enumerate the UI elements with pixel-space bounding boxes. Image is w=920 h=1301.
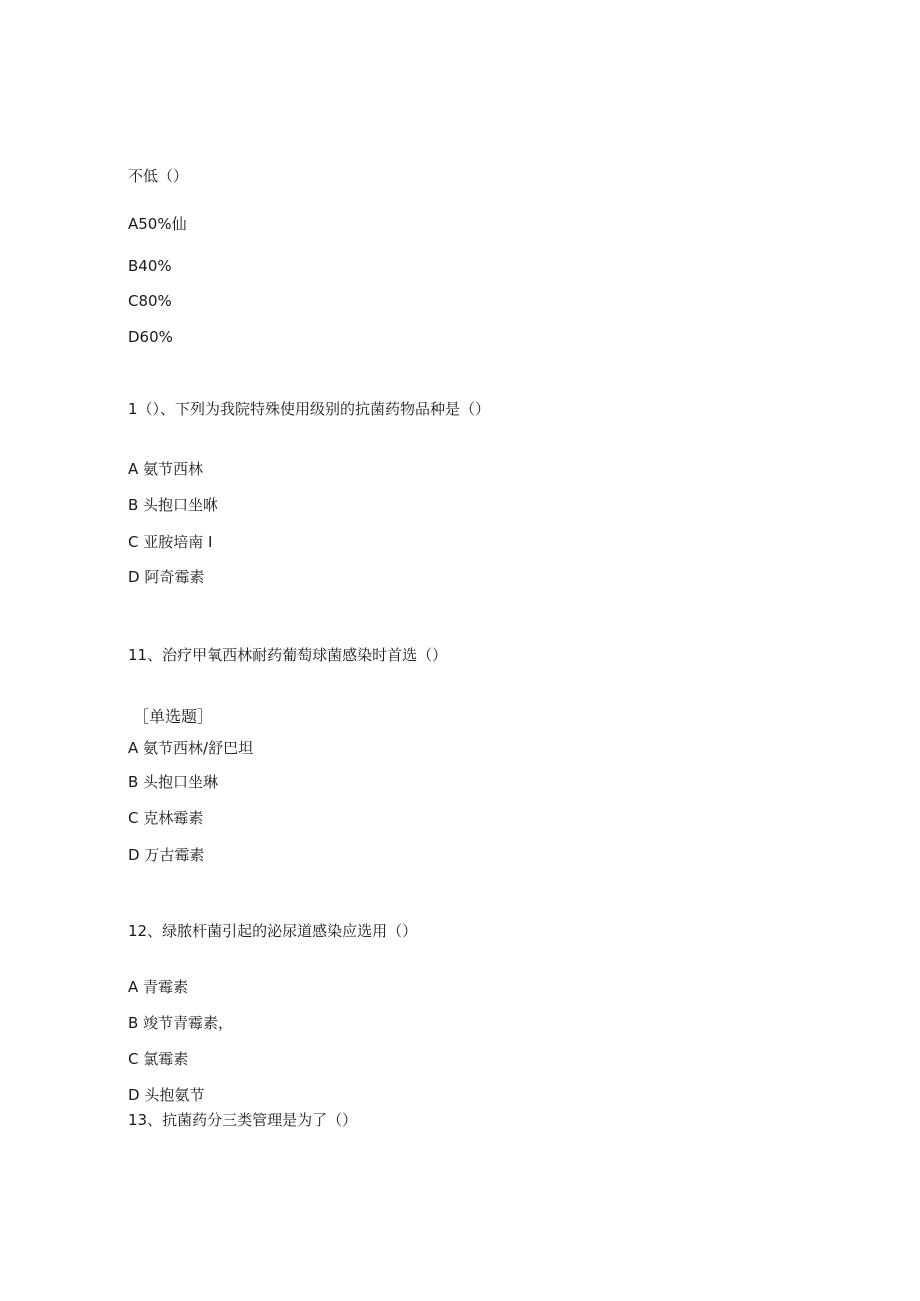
option-b-11: B 头抱口坐琳	[128, 773, 219, 791]
option-b-12: B 竣节青霉素，	[128, 1014, 234, 1032]
option-d-prev: D60%	[128, 328, 173, 346]
option-c-10: C 亚胺培南 I	[128, 533, 213, 551]
question-type-tag-11: ［单选题］	[133, 707, 214, 726]
question-stem-prev: 不低（）	[128, 167, 189, 185]
question-stem-10: 1（）、下列为我院特殊使用级别的抗菌药物品种是（）	[128, 400, 491, 418]
option-a-11: A 氨节西林/舒巴坦	[128, 739, 254, 757]
option-b-prev: B40%	[128, 257, 172, 275]
question-stem-11: 11、治疗甲氧西林耐药葡萄球菌感染时首选（）	[128, 646, 448, 664]
option-d-11: D 万古霉素	[128, 846, 205, 864]
question-stem-12: 12、绿脓杆菌引起的泌尿道感染应选用（）	[128, 922, 418, 940]
question-stem-13: 13、抗菌药分三类管理是为了（）	[128, 1111, 358, 1129]
option-c-11: C 克林霉素	[128, 809, 204, 827]
option-b-10: B 头抱口坐咻	[128, 496, 219, 514]
option-c-12: C 氯霉素	[128, 1050, 189, 1068]
option-a-prev: A50%仙	[128, 215, 187, 233]
option-c-prev: C80%	[128, 292, 172, 310]
option-d-12: D 头抱氨节	[128, 1086, 205, 1104]
option-d-10: D 阿奇霉素	[128, 568, 205, 586]
option-a-10: A 氨节西林	[128, 460, 204, 478]
option-a-12: A 青霉素	[128, 978, 189, 996]
